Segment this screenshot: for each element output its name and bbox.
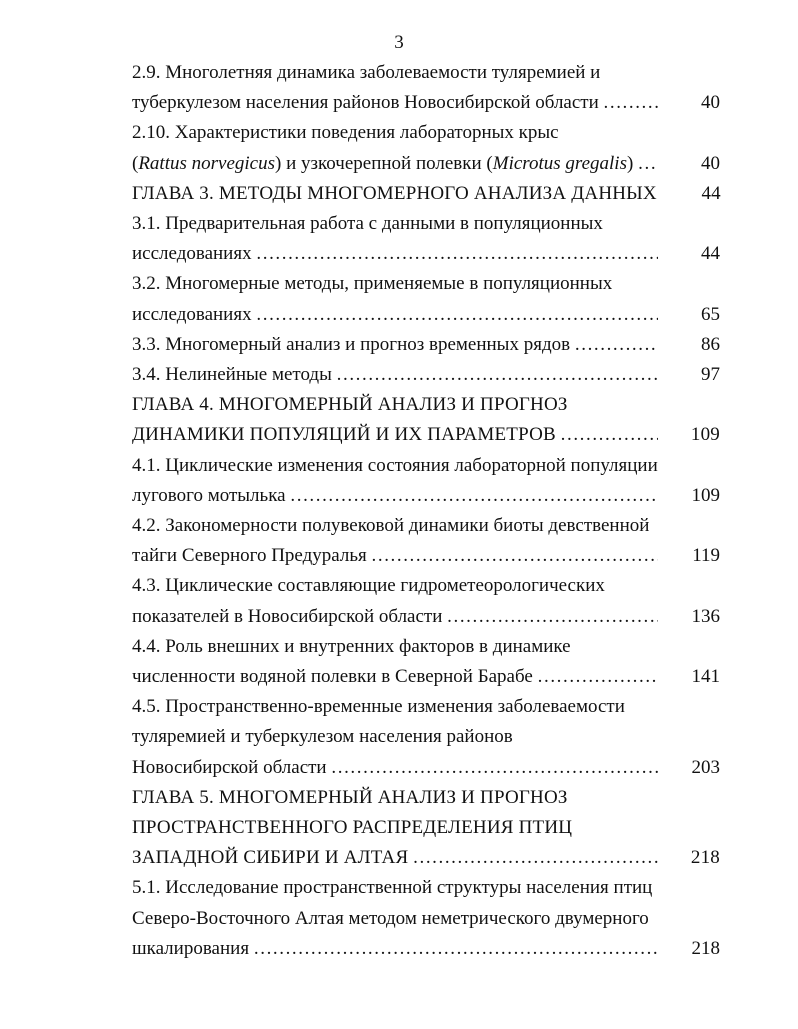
toc-chapter-3 xyxy=(132,179,722,209)
toc-entry-title-end: ГЛАВА 3. МЕТОДЫ МНОГОМЕРНОГО АНАЛИЗА ДАННЫХ xyxy=(132,182,657,204)
toc-entry-3-2 xyxy=(132,269,722,329)
toc-entry-line: 4.1. Циклические изменения состояния лабораторной популяции xyxy=(132,454,658,476)
leader-dots xyxy=(637,149,658,179)
toc-entry-title-end: исследованиях xyxy=(132,243,252,265)
toc-page-number: 97 xyxy=(701,364,720,386)
leader-dots xyxy=(253,934,658,964)
toc-entry-title-end: туберкулезом населения районов Новосибирской области xyxy=(132,92,599,114)
toc-entry-line: туляремией и туберкулезом населения районов xyxy=(132,726,513,748)
toc-entry-2-9 xyxy=(132,58,722,118)
leader-dots xyxy=(371,541,658,571)
toc-entry-5-1 xyxy=(132,873,722,964)
toc-entry-title-end: ЗАПАДНОЙ СИБИРИ И АЛТАЯ xyxy=(132,847,409,869)
toc-entry-3-1 xyxy=(132,209,722,269)
toc-entry-line: 2.9. Многолетняя динамика заболеваемости туляремией и xyxy=(132,62,601,83)
toc-entry-title-end: тайги Северного Предуралья xyxy=(132,545,367,567)
toc-entry-line: 4.3. Циклические составляющие гидрометеорологических xyxy=(132,575,605,597)
toc-page-number: 40 xyxy=(701,152,720,174)
toc-page-number: 109 xyxy=(691,484,720,506)
leader-dots xyxy=(537,662,658,692)
toc-page-number: 109 xyxy=(690,424,720,446)
toc-entry-title-end: показателей в Новосибирской области xyxy=(132,605,443,627)
toc-page-number: 119 xyxy=(692,545,720,567)
leader-dots xyxy=(256,239,658,269)
toc-entry-line: ГЛАВА 5. МНОГОМЕРНЫЙ АНАЛИЗ И ПРОГНОЗ xyxy=(132,786,568,808)
table-of-contents xyxy=(132,58,722,964)
toc-entry-3-3 xyxy=(132,330,722,360)
toc-entry-line: 4.5. Пространственно-временные изменения заболеваемости xyxy=(132,696,625,718)
toc-entry-line: ПРОСТРАНСТВЕННОГО РАСПРЕДЕЛЕНИЯ ПТИЦ xyxy=(132,817,573,839)
toc-entry-4-2 xyxy=(132,511,722,571)
leader-dots xyxy=(560,420,658,450)
toc-entry-4-4 xyxy=(132,632,722,692)
toc-entry-title-end: 3.3. Многомерный анализ и прогноз временных рядов xyxy=(132,333,571,355)
leader-dots xyxy=(446,602,658,632)
toc-page-number: 203 xyxy=(691,756,720,778)
leader-dots xyxy=(336,360,658,390)
toc-page-number: 65 xyxy=(701,303,720,325)
leader-dots xyxy=(256,300,658,330)
leader-dots xyxy=(603,88,658,118)
toc-entry-line: 4.2. Закономерности полувековой динамики биоты девственной xyxy=(132,515,650,537)
toc-entry-title-end: (Rattus norvegicus) и узкочерепной полевки (Microtus gregalis) xyxy=(132,152,634,174)
toc-entry-title-end: лугового мотылька xyxy=(132,484,286,506)
latin-species-name: Rattus norvegicus xyxy=(138,152,276,174)
toc-chapter-5 xyxy=(132,783,722,874)
toc-entry-line: 2.10. Характеристики поведения лабораторных крыс xyxy=(132,122,559,144)
toc-entry-title-end: Новосибирской области xyxy=(132,756,327,778)
toc-entry-4-3 xyxy=(132,571,722,631)
toc-page-number: 86 xyxy=(701,333,720,355)
toc-entry-line: Северо-Восточного Алтая методом неметрического двумерного xyxy=(132,907,649,929)
toc-entry-4-5 xyxy=(132,692,722,783)
toc-entry-line: 4.4. Роль внешних и внутренних факторов в динамике xyxy=(132,635,571,657)
leader-dots xyxy=(331,753,658,783)
latin-species-name: Microtus gregalis xyxy=(492,152,627,174)
leader-dots xyxy=(290,481,658,511)
toc-entry-title-end: численности водяной полевки в Северной Барабе xyxy=(132,666,533,688)
toc-page-number: 44 xyxy=(701,182,721,204)
toc-entry-4-1 xyxy=(132,451,722,511)
toc-page-number: 218 xyxy=(691,937,720,959)
toc-page-number: 44 xyxy=(701,243,720,265)
toc-entry-line: 5.1. Исследование пространственной структуры населения птиц xyxy=(132,877,653,899)
toc-page-number: 40 xyxy=(701,92,720,114)
toc-chapter-4 xyxy=(132,390,722,450)
toc-entry-title-end: исследованиях xyxy=(132,303,252,325)
toc-entry-title-end: 3.4. Нелинейные методы xyxy=(132,364,332,386)
toc-entry-3-4 xyxy=(132,360,722,390)
toc-entry-2-10 xyxy=(132,118,722,178)
toc-page-number: 141 xyxy=(691,666,720,688)
page-number: 3 xyxy=(394,32,404,53)
toc-page-number: 136 xyxy=(691,605,720,627)
toc-page-number: 218 xyxy=(690,847,720,869)
leader-dots xyxy=(574,330,658,360)
toc-entry-line: 3.2. Многомерные методы, применяемые в популяционных xyxy=(132,273,613,295)
leader-dots xyxy=(412,843,658,873)
toc-entry-title-end: шкалирования xyxy=(132,937,250,959)
toc-entry-line: 3.1. Предварительная работа с данными в популяционных xyxy=(132,213,603,235)
toc-entry-title-end: ДИНАМИКИ ПОПУЛЯЦИЙ И ИХ ПАРАМЕТРОВ xyxy=(132,424,556,446)
toc-entry-line: ГЛАВА 4. МНОГОМЕРНЫЙ АНАЛИЗ И ПРОГНОЗ xyxy=(132,394,568,416)
